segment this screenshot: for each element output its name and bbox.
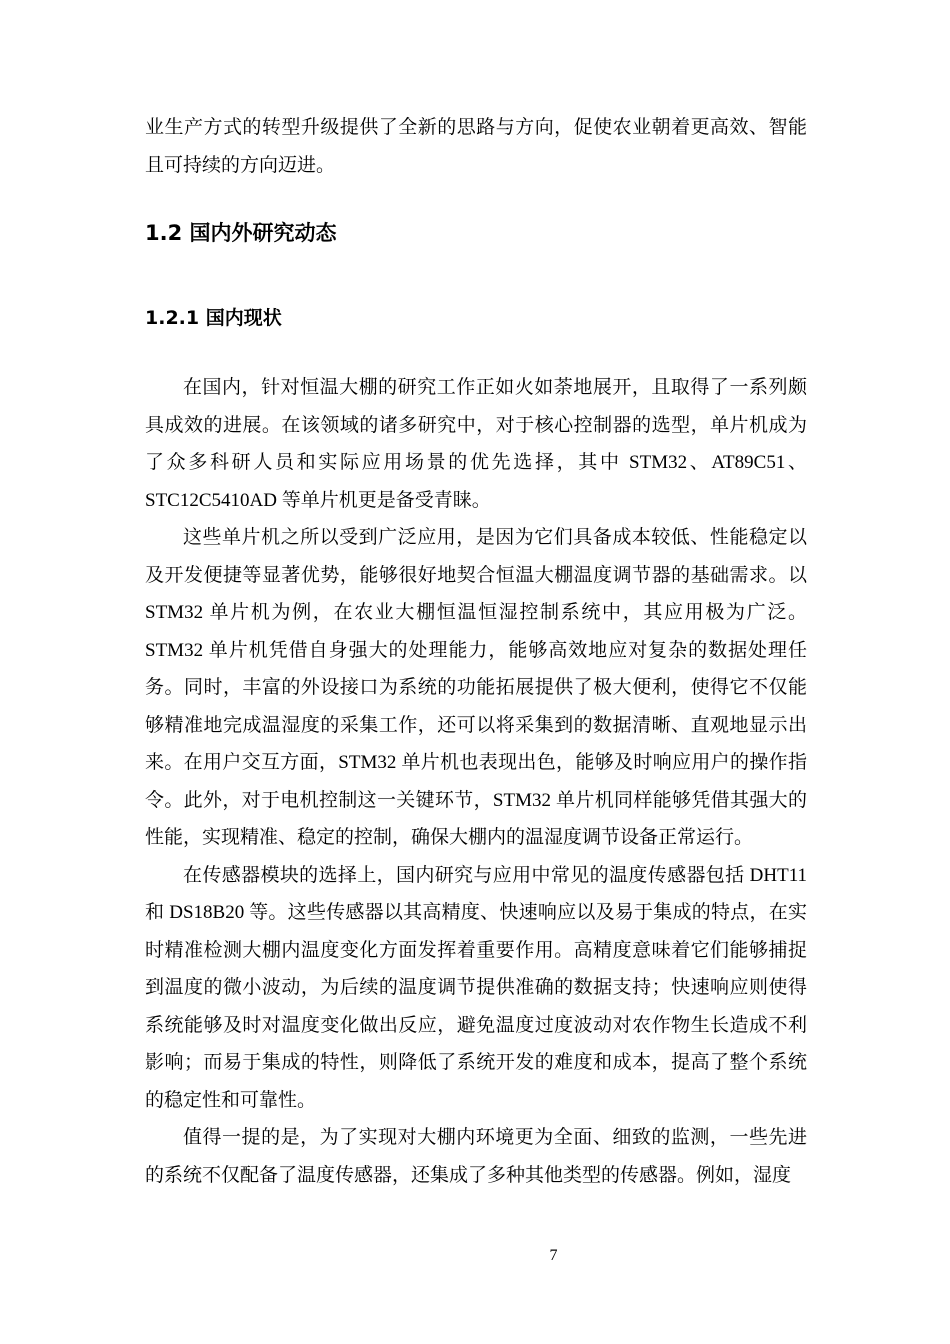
paragraph-2: 这些单片机之所以受到广泛应用，是因为它们具备成本较低、性能稳定以及开发便捷等显著优势，能够很好地契合恒温大棚温度调节器的基础需求。以 STM32 单片机为例，在农业大棚恒温恒湿控制系统中，其应用极为广泛。STM32 单片机凭借自身强大的处理能力，能够高效地应对复杂的数据处理任务。同时，丰富的外设接口为系统的功能拓展提供了极大便利，使得它不仅能够精准地完成温湿度的采集工作，还可以将采集到的数据清晰、直观地显示出来。在用户交互方面，STM32 单片机也表现出色，能够及时响应用户的操作指令。此外，对于电机控制这一关键环节，STM32 单片机同样能够凭借其强大的性能，实现精准、稳定的控制，确保大棚内的温湿度调节设备正常运行。 — [145, 527, 807, 848]
subsection-heading: 1.2.1 国内现状 — [145, 307, 282, 329]
page-body — [145, 109, 807, 1194]
paragraph-4: 值得一提的是，为了实现对大棚内环境更为全面、细致的监测，一些先进的系统不仅配备了温度传感器，还集成了多种其他类型的传感器。例如，湿度 — [145, 1127, 807, 1186]
paragraph-3: 在传感器模块的选择上，国内研究与应用中常见的温度传感器包括 DHT11 和 DS18B20 等。这些传感器以其高精度、快速响应以及易于集成的特点，在实时精准检测大棚内温度变化方面发挥着重要作用。高精度意味着它们能够捕捉到温度的微小波动，为后续的温度调节提供准确的数据支持；快速响应则使得系统能够及时对温度变化做出反应，避免温度过度波动对农作物生长造成不利影响；而易于集成的特性，则降低了系统开发的难度和成本，提高了整个系统的稳定性和可靠性。 — [145, 864, 807, 1111]
section-heading: 1.2 国内外研究动态 — [145, 221, 337, 245]
continued-paragraph: 业生产方式的转型升级提供了全新的思路与方向，促使农业朝着更高效、智能且可持续的方向迈进。 — [145, 117, 807, 176]
paragraph-1: 在国内，针对恒温大棚的研究工作正如火如荼地展开，且取得了一系列颇具成效的进展。在该领域的诸多研究中，对于核心控制器的选型，单片机成为了众多科研人员和实际应用场景的优先选择，其中 STM32、AT89C51、STC12C5410AD 等单片机更是备受青睐。 — [145, 377, 807, 511]
page-number: 7 — [549, 1247, 558, 1264]
